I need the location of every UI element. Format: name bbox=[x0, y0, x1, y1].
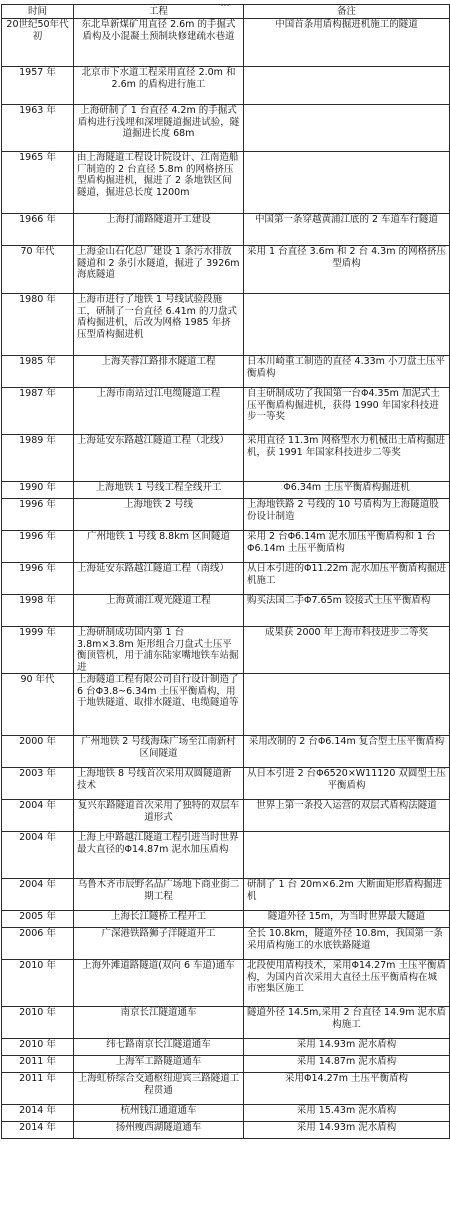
cell-note: 采用改制的 2 台Φ6.14m 复合型土压平衡盾构 bbox=[244, 736, 450, 768]
cell-project: 上海延安东路越江隧道工程（南线） bbox=[74, 563, 244, 595]
table-row bbox=[2, 152, 450, 214]
cell-note: 采用 15.43m 泥水盾构 bbox=[244, 1105, 450, 1122]
table-row bbox=[2, 627, 450, 674]
cell-project: 乌鲁木齐市辰野名品广场地下商业街二期工程 bbox=[74, 879, 244, 911]
table-row bbox=[2, 105, 450, 152]
cell-note: 成果获 2000 年上海市科技进步二等奖 bbox=[244, 627, 450, 674]
cell-note bbox=[244, 832, 450, 879]
table-row bbox=[2, 1007, 450, 1039]
cell-note bbox=[244, 674, 450, 736]
header-note: 备注 bbox=[244, 5, 450, 19]
table-row bbox=[2, 674, 450, 736]
cell-time: 2000 年 bbox=[2, 736, 74, 768]
table-row bbox=[2, 1039, 450, 1056]
table-row bbox=[2, 960, 450, 1007]
cell-time: 1963 年 bbox=[2, 105, 74, 152]
cell-time: 2014 年 bbox=[2, 1122, 74, 1139]
cell-project: 南京长江隧道通车 bbox=[74, 1007, 244, 1039]
header-time: 时间 bbox=[2, 5, 74, 19]
cell-note: 采用Φ14.27m 土压平衡盾构 bbox=[244, 1073, 450, 1105]
cell-time: 2010 年 bbox=[2, 1039, 74, 1056]
table-row bbox=[2, 67, 450, 105]
table-row bbox=[2, 736, 450, 768]
cell-time: 1965 年 bbox=[2, 152, 74, 214]
cell-time: 20世纪50年代初 bbox=[2, 19, 74, 67]
cell-time: 2005 年 bbox=[2, 911, 74, 928]
cell-note: 采用 14.93m 泥水盾构 bbox=[244, 1122, 450, 1139]
table-row bbox=[2, 1122, 450, 1139]
cell-project: 上海军工路隧道通车 bbox=[74, 1056, 244, 1073]
cell-project: 上海芙蓉江路排水隧道工程 bbox=[74, 356, 244, 388]
table-row bbox=[2, 928, 450, 960]
table-row bbox=[2, 1105, 450, 1122]
table-row bbox=[2, 911, 450, 928]
cell-time: 70 年代 bbox=[2, 246, 74, 294]
cell-time: 2011 年 bbox=[2, 1073, 74, 1105]
cell-note: 采用 2 台Φ6.14m 泥水加压平衡盾构和 1 台Φ6.14m 土压平衡盾构 bbox=[244, 531, 450, 563]
cell-time: 90 年代 bbox=[2, 674, 74, 736]
cell-project: 复兴东路隧道首次采用了独特的双层车道形式 bbox=[74, 800, 244, 832]
table-row bbox=[2, 482, 450, 499]
cell-time: 1998 年 bbox=[2, 595, 74, 627]
cell-time: 1987 年 bbox=[2, 388, 74, 435]
table-header-row bbox=[2, 5, 450, 19]
cell-project: 由上海隧道工程设计院设计、江南造船厂制造的 2 台直径 5.8m 的网格挤压型盾构掘进机，掘进了 2 条地铁区间隧道，掘进总长度 1200m bbox=[74, 152, 244, 214]
cell-note: 隧道外径 15m，为当时世界最大隧道 bbox=[244, 911, 450, 928]
cell-project: 上海长江隧桥工程开工 bbox=[74, 911, 244, 928]
cell-time: 1989 年 bbox=[2, 435, 74, 482]
cell-note: 采用直径 11.3m 网格型水力机械出土盾构掘进机，获 1991 年国家科技进步二等奖 bbox=[244, 435, 450, 482]
table-row bbox=[2, 246, 450, 294]
cell-project: 上海地铁 1 号线工程全线开工 bbox=[74, 482, 244, 499]
table-row bbox=[2, 1073, 450, 1105]
cell-project: 广深港铁路狮子洋隧道开工 bbox=[74, 928, 244, 960]
table-row bbox=[2, 879, 450, 911]
cell-time: 2004 年 bbox=[2, 832, 74, 879]
cell-note: 购买法国二手Φ7.65m 铰接式土压平衡盾构 bbox=[244, 595, 450, 627]
cell-project: 上海地铁 2 号线 bbox=[74, 499, 244, 531]
cell-project: 东北阜新煤矿用直径 2.6m 的手掘式盾构及小混凝土预制块修建疏水巷道 bbox=[74, 19, 244, 67]
table-row bbox=[2, 563, 450, 595]
cell-note: 采用 14.87m 泥水盾构 bbox=[244, 1056, 450, 1073]
cell-project: 广州地铁 2 号线海珠广场至江南新村区间隧道 bbox=[74, 736, 244, 768]
cell-time: 2003 年 bbox=[2, 768, 74, 800]
cell-note: 采用 1 台直径 3.6m 和 2 台 4.3m 的网格挤压型盾构 bbox=[244, 246, 450, 294]
cell-project: 杭州钱江通道通车 bbox=[74, 1105, 244, 1122]
cell-note: 自主研制成功了我国第一台Φ4.35m 加泥式土压平衡盾构掘进机，获得 1990 年国家科技进步一等奖 bbox=[244, 388, 450, 435]
cell-note bbox=[244, 67, 450, 105]
shield-tunnel-history-table bbox=[1, 4, 450, 1139]
cell-note: 世界上第一条投入运营的双层式盾构法隧道 bbox=[244, 800, 450, 832]
table-row bbox=[2, 595, 450, 627]
table-row bbox=[2, 294, 450, 356]
cell-time: 2010 年 bbox=[2, 1007, 74, 1039]
cell-note: 中国第一条穿越黄浦江底的 2 车道车行隧道 bbox=[244, 214, 450, 246]
cell-time: 2010 年 bbox=[2, 960, 74, 1007]
cell-project: 上海黄浦江观光隧道工程 bbox=[74, 595, 244, 627]
cell-note: 北段使用盾构技术，采用Φ14.27m 土压平衡盾构，为国内首次采用大直径土压平衡盾构在城市密集区施工 bbox=[244, 960, 450, 1007]
cell-time: 1990 年 bbox=[2, 482, 74, 499]
table-row bbox=[2, 214, 450, 246]
cell-project: 上海虹桥综合交通枢纽迎宾三路隧道工程贯通 bbox=[74, 1073, 244, 1105]
table-row bbox=[2, 1056, 450, 1073]
cell-note: 全长 10.8km，隧道外径 10.8m，我国第一条采用盾构施工的水底铁路隧道 bbox=[244, 928, 450, 960]
cell-note bbox=[244, 294, 450, 356]
cell-time: 1996 年 bbox=[2, 531, 74, 563]
cell-note: 采用 14.93m 泥水盾构 bbox=[244, 1039, 450, 1056]
cell-project: 北京市下水道工程采用直径 2.0m 和 2.6m 的盾构进行施工 bbox=[74, 67, 244, 105]
header-project: 工程 bbox=[74, 5, 244, 19]
table-row bbox=[2, 832, 450, 879]
cell-note: 中国首条用盾构掘进机施工的隧道 bbox=[244, 19, 450, 67]
cell-note: 从日本引进 2 台Φ6520×W11120 双圆型土压平衡盾构 bbox=[244, 768, 450, 800]
cell-note: 从日本引进的Φ11.22m 泥水加压平衡盾构掘进机施工 bbox=[244, 563, 450, 595]
table-row bbox=[2, 800, 450, 832]
cell-project: 上海研制了 1 台直径 4.2m 的手掘式盾构进行浅埋和深埋隧道掘进试验，隧道掘进长度 68m bbox=[74, 105, 244, 152]
table-row bbox=[2, 19, 450, 67]
cell-project: 扬州瘦西湖隧道通车 bbox=[74, 1122, 244, 1139]
table-row bbox=[2, 768, 450, 800]
cell-time: 1980 年 bbox=[2, 294, 74, 356]
cell-note bbox=[244, 105, 450, 152]
cell-time: 2006 年 bbox=[2, 928, 74, 960]
table-row bbox=[2, 356, 450, 388]
cell-project: 上海研制成功国内第 1 台 3.8m×3.8m 矩形组合刀盘式土压平衡顶管机，用于浦东陆家嘴地铁车站掘进 bbox=[74, 627, 244, 674]
cell-project: 上海上中路越江隧道工程引进当时世界最大直径的Φ14.87m 泥水加压盾构 bbox=[74, 832, 244, 879]
table-row bbox=[2, 531, 450, 563]
cell-time: 1996 年 bbox=[2, 499, 74, 531]
table-body bbox=[2, 19, 450, 1139]
table-row bbox=[2, 388, 450, 435]
table-row bbox=[2, 435, 450, 482]
cell-project: 上海市进行了地铁 1 号线试验段施工，研制了一台直径 6.41m 的刀盘式盾构掘进机，后改为网格 1985 年挤压型盾构掘进机 bbox=[74, 294, 244, 356]
cell-project: 上海金山石化总厂建设 1 条污水排放隧道和 2 条引水隧道，掘进了 3926m 海底隧道 bbox=[74, 246, 244, 294]
cell-project: 上海打浦路隧道开工建设 bbox=[74, 214, 244, 246]
cell-time: 2004 年 bbox=[2, 800, 74, 832]
cell-time: 2011 年 bbox=[2, 1056, 74, 1073]
cell-note: 上海地铁路 2 号线的 10 号盾构为上海隧道股份设计制造 bbox=[244, 499, 450, 531]
cell-time: 1985 年 bbox=[2, 356, 74, 388]
cell-note bbox=[244, 152, 450, 214]
cell-time: 1996 年 bbox=[2, 563, 74, 595]
cell-time: 2004 年 bbox=[2, 879, 74, 911]
cell-time: 2014 年 bbox=[2, 1105, 74, 1122]
cell-note: 研制了 1 台 20m×6.2m 大断面矩形盾构掘进机 bbox=[244, 879, 450, 911]
cell-project: 上海地铁 8 号线首次采用双圆隧道新技术 bbox=[74, 768, 244, 800]
cell-project: 广州地铁 1 号线 8.8km 区间隧道 bbox=[74, 531, 244, 563]
cell-project: 上海市南站过江电缆隧道工程 bbox=[74, 388, 244, 435]
cell-project: 上海外滩道路隧道(双向 6 车道)通车 bbox=[74, 960, 244, 1007]
cell-project: 纬七路南京长江隧道通车 bbox=[74, 1039, 244, 1056]
table-row bbox=[2, 499, 450, 531]
cell-note: 日本川崎重工制造的直径 4.33m 小刀盘土压平衡盾构 bbox=[244, 356, 450, 388]
cell-project: 上海隧道工程有限公司自行设计制造了 6 台Φ3.8~6.34m 土压平衡盾构，用于地铁隧道、取排水隧道、电缆隧道等 bbox=[74, 674, 244, 736]
cell-project: 上海延安东路越江隧道工程（北线） bbox=[74, 435, 244, 482]
cell-time: 1999 年 bbox=[2, 627, 74, 674]
cropped-caption: … bbox=[220, 0, 230, 9]
cell-note: Φ6.34m 土压平衡盾构掘进机 bbox=[244, 482, 450, 499]
cell-time: 1957 年 bbox=[2, 67, 74, 105]
cell-note: 隧道外径 14.5m,采用 2 台直径 14.9m 泥水盾构施工 bbox=[244, 1007, 450, 1039]
cell-time: 1966 年 bbox=[2, 214, 74, 246]
